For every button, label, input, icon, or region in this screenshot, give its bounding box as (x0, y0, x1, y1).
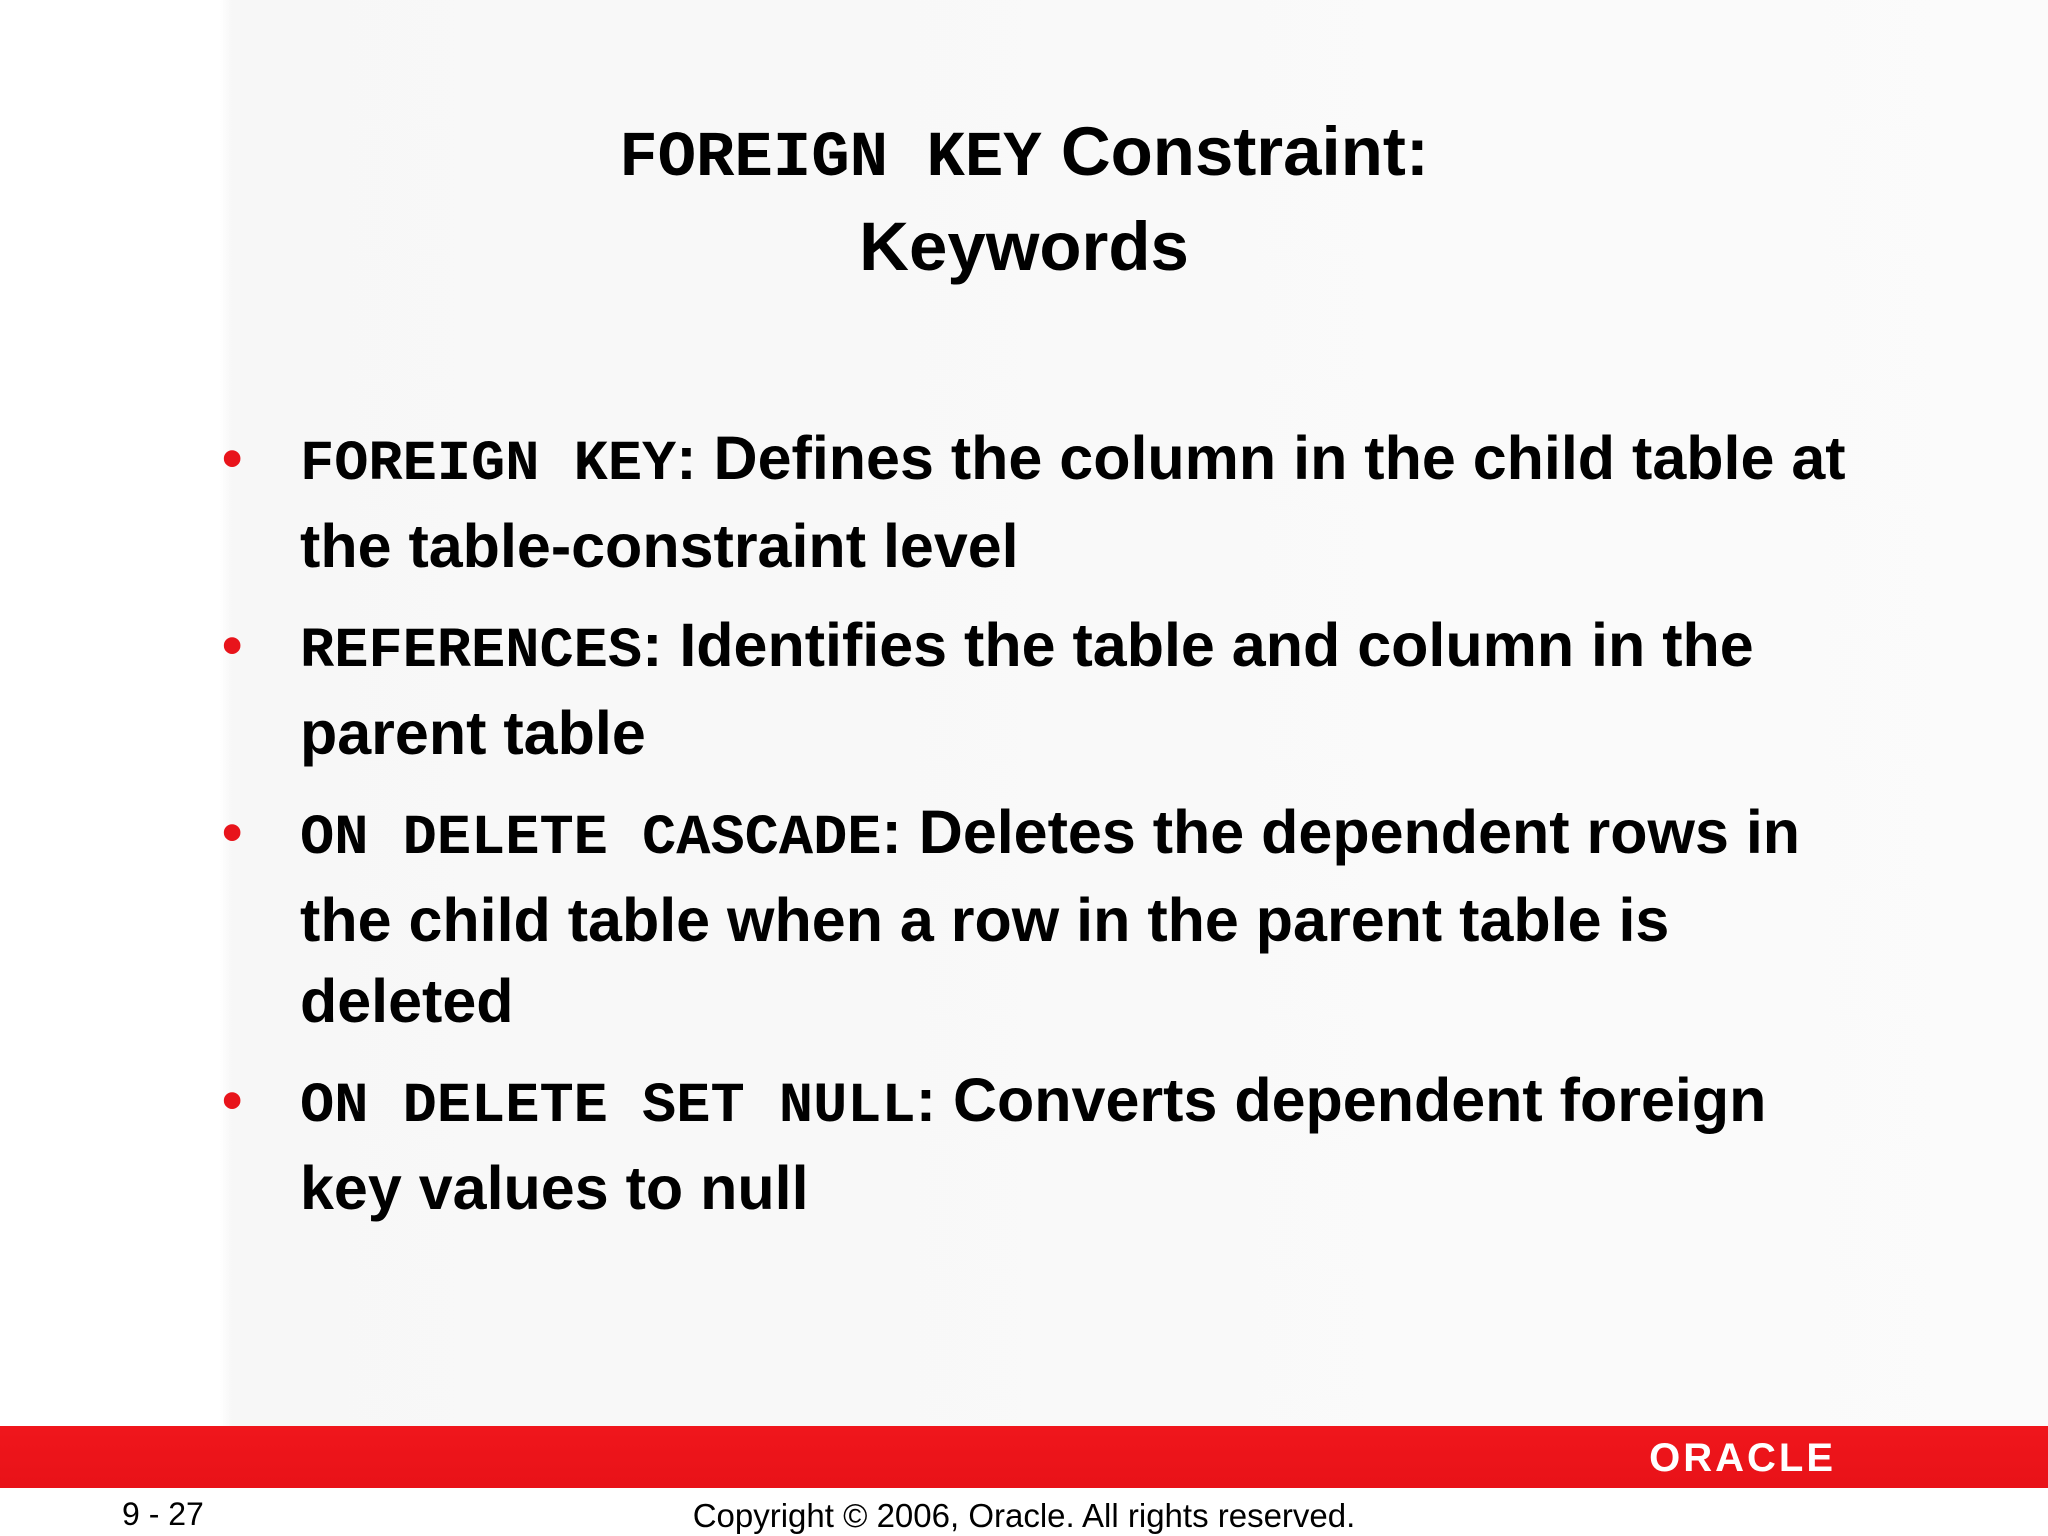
bullet-keyword: REFERENCES (300, 620, 643, 684)
bullet-keyword: ON DELETE CASCADE (300, 807, 882, 871)
title-text: Constraint: (1041, 113, 1429, 190)
bullet-item (222, 1060, 1860, 1229)
copyright-notice: Copyright © 2006, Oracle. All rights reserved. (692, 1497, 1356, 1534)
page-number: 9 - 27 (122, 1496, 204, 1532)
bullet-list (222, 418, 1860, 1247)
bullet-text: : Converts dependent foreign key values to null (300, 1066, 1767, 1222)
bullet-item (222, 792, 1860, 1042)
slide-title (0, 108, 2048, 291)
bullet-keyword: FOREIGN KEY (300, 433, 677, 497)
bullet-item (222, 605, 1860, 774)
bullet-icon: • (222, 426, 243, 491)
bullet-icon: • (222, 1068, 243, 1133)
bullet-keyword: ON DELETE SET NULL (300, 1075, 916, 1139)
oracle-logo: ORACLE (1649, 1436, 1836, 1480)
bullet-icon: • (222, 800, 243, 865)
title-line-2: Keywords (859, 208, 1189, 285)
bullet-item (222, 418, 1860, 587)
bullet-text: : Identifies the table and column in the parent table (300, 611, 1754, 767)
bullet-text: : Defines the column in the child table at the table-constraint level (300, 424, 1846, 580)
bullet-text: : Deletes the dependent rows in the child table when a row in the parent table is deleted (300, 798, 1801, 1035)
title-keyword: FOREIGN KEY (619, 123, 1042, 195)
bullet-icon: • (222, 613, 243, 678)
